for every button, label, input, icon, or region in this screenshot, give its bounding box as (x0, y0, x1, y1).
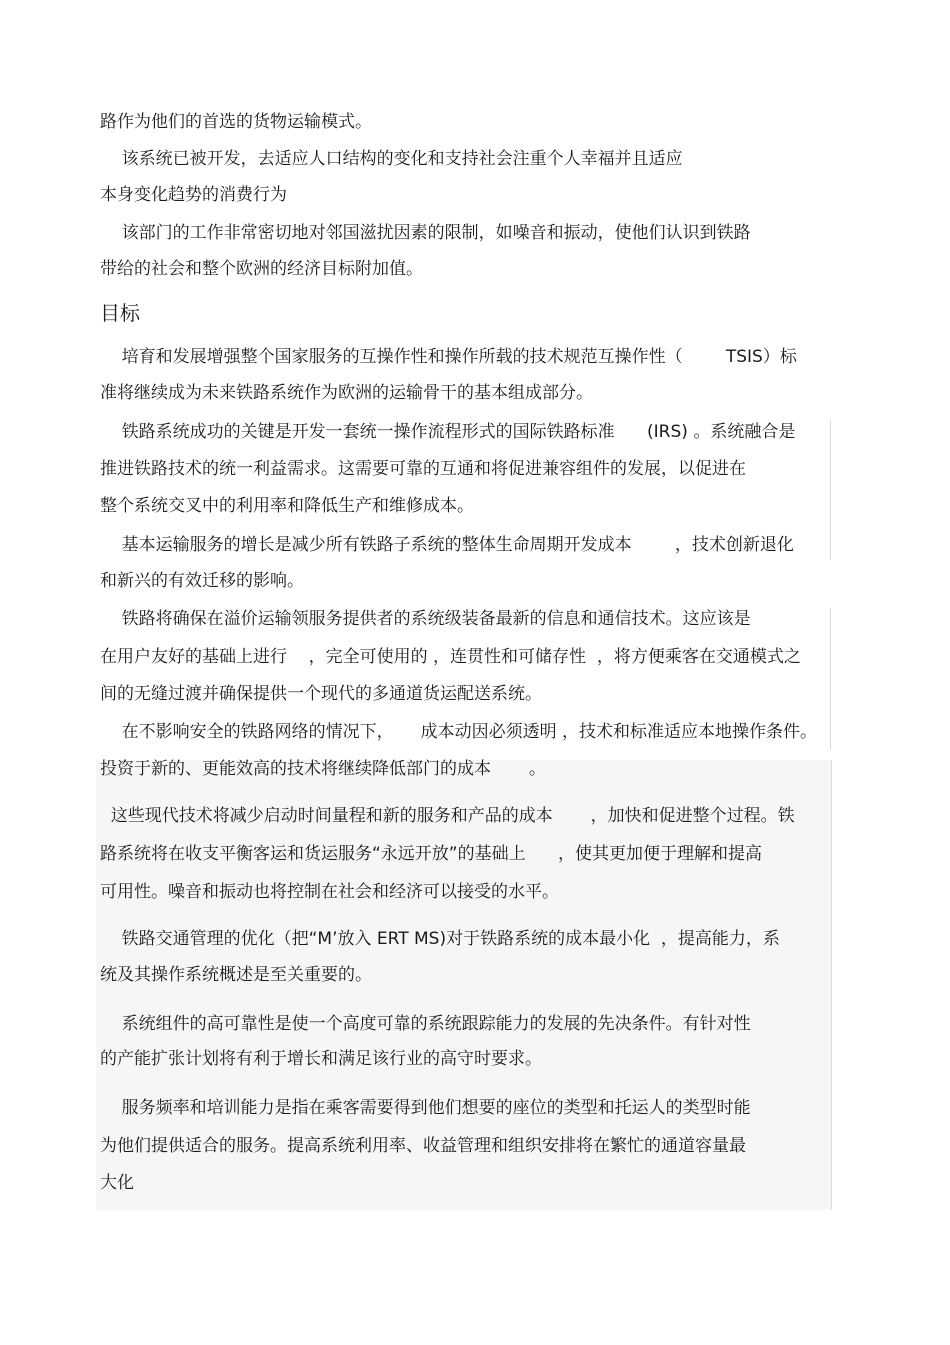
text-line: 培育和发展增强整个国家服务的互操作性和操作所载的技术规范互操作性（ TSIS）标 (100, 347, 797, 367)
text-line: 本身变化趋势的消费行为 (100, 185, 287, 205)
text-line: 在不影响安全的铁路网络的情况下， 成本动因必须透明 ，技术和标准适应本地操作条件。 (100, 722, 818, 742)
text-line: 和新兴的有效迁移的影响。 (100, 571, 304, 591)
text-line: 路系统将在收支平衡客运和货运服务“永远开放”的基础上 ，使其更加便于理解和提高 (100, 844, 763, 864)
text-line: 整个系统交叉中的利用率和降低生产和维修成本。 (100, 496, 474, 516)
text-line: 服务频率和培训能力是指在乘客需要得到他们想要的座位的类型和托运人的类型时能 (100, 1098, 751, 1118)
text-line: 间的无缝过渡并确保提供一个现代的多通道货运配送系统。 (100, 684, 542, 704)
text-line: 该系统已被开发，去适应人口结构的变化和支持社会注重个人幸福并且适应 (100, 149, 683, 169)
text-line: 路作为他们的首选的货物运输模式。 (100, 112, 372, 132)
rule-right-3 (831, 760, 832, 1210)
text-line: 铁路交通管理的优化（把“M’放入 ERT MS)对于铁路系统的成本最小化 ，提高能力，系 (100, 929, 780, 949)
text-line: 投资于新的、更能效高的技术将继续降低部门的成本 。 (100, 759, 546, 779)
text-line: 大化 (100, 1173, 134, 1193)
text-line: 统及其操作系统概述是至关重要的。 (100, 965, 372, 985)
text-line: 该部门的工作非常密切地对邻国滋扰因素的限制，如噪音和振动，使他们认识到铁路 (100, 223, 751, 243)
text-line: 这些现代技术将减少启动时间量程和新的服务和产品的成本 ，加快和促进整个过程。铁 (100, 806, 795, 826)
section-heading: 目标 (100, 301, 140, 325)
text-line: 带给的社会和整个欧洲的经济目标附加值。 (100, 259, 423, 279)
text-line: 基本运输服务的增长是减少所有铁路子系统的整体生命周期开发成本 ，技术创新退化 (100, 535, 794, 555)
rule-right-1 (830, 420, 831, 560)
text-line: 在用户友好的基础上进行 ，完全可使用的 ，连贯性和可储存性 ，将方便乘客在交通模式之 (100, 647, 801, 667)
text-line: 铁路将确保在溢价运输领服务提供者的系统级装备最新的信息和通信技术。这应该是 (100, 609, 751, 629)
rule-right-2 (830, 608, 831, 750)
text-line: 系统组件的高可靠性是使一个高度可靠的系统跟踪能力的发展的先决条件。有针对性 (100, 1014, 751, 1034)
text-line: 为他们提供适合的服务。提高系统利用率、收益管理和组织安排将在繁忙的通道容量最 (100, 1136, 746, 1156)
text-line: 推进铁路技术的统一利益需求。这需要可靠的互通和将促进兼容组件的发展，以促进在 (100, 459, 746, 479)
text-line: 准将继续成为未来铁路系统作为欧洲的运输骨干的基本组成部分。 (100, 383, 593, 403)
text-line: 的产能扩张计划将有利于增长和满足该行业的高守时要求。 (100, 1049, 542, 1069)
text-line: 铁路系统成功的关键是开发一套统一操作流程形式的国际铁路标准 (IRS) 。系统融合是 (100, 422, 796, 442)
text-line: 可用性。噪音和振动也将控制在社会和经济可以接受的水平。 (100, 882, 559, 902)
